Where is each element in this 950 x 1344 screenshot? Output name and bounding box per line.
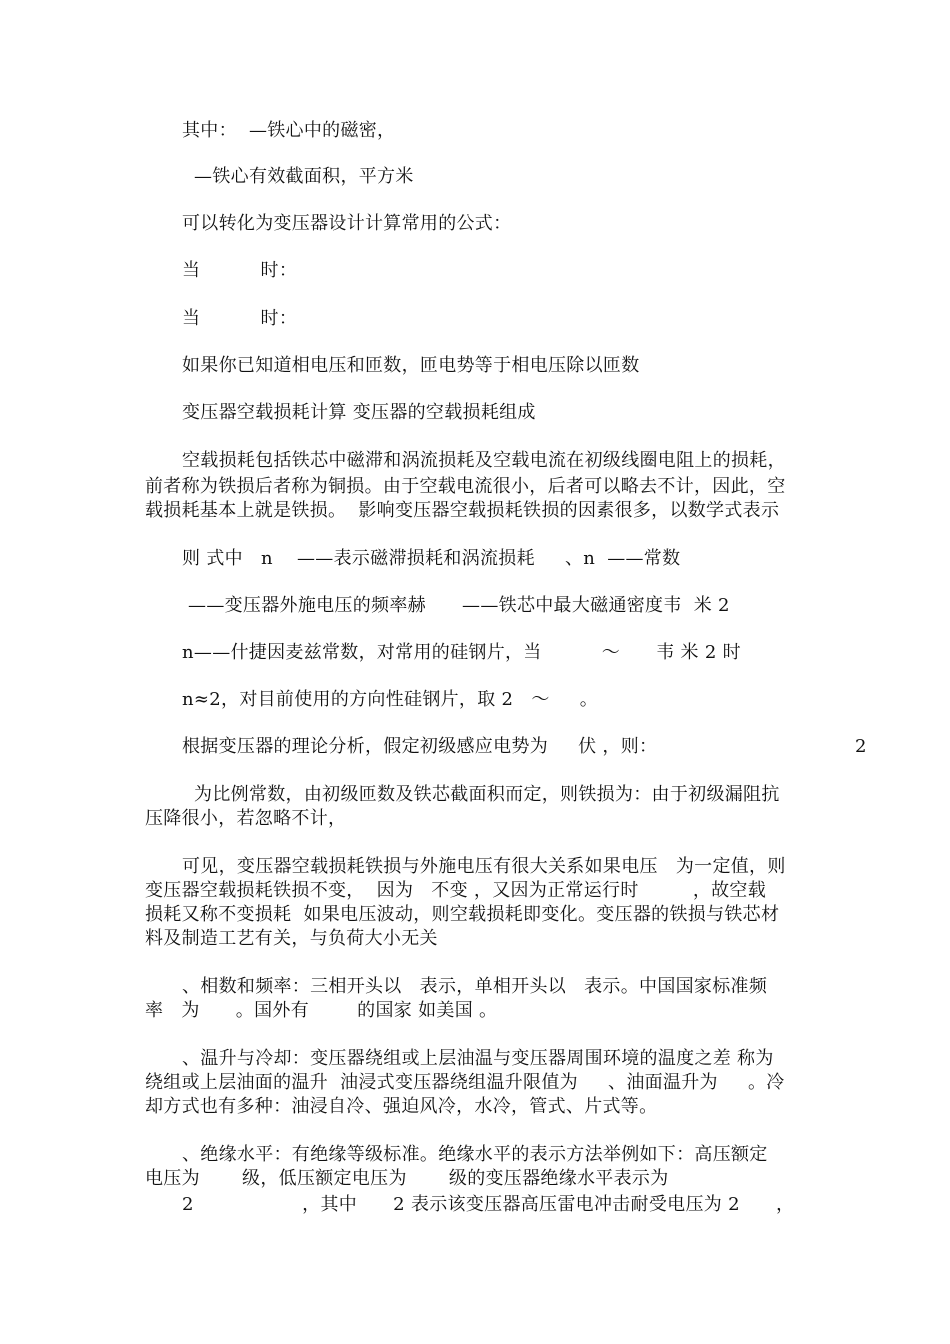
text-line: 2 [855, 736, 867, 757]
text-line: 电压为 级，低压额定电压为 级的变压器绝缘水平表示为 [145, 1168, 669, 1189]
text-line: n——什捷因麦兹常数，对常用的硅钢片，当 ～ 韦 米 2 时 [182, 642, 741, 663]
text-line: 率 为 。国外有 的国家 如美国 。 [145, 1000, 498, 1021]
text-line: 可见，变压器空载损耗铁损与外施电压有很大关系如果电压 为一定值，则 [182, 856, 786, 877]
text-line: 当 时： [182, 308, 298, 329]
text-line: 前者称为铁损后者称为铜损。由于空载电流很小，后者可以略去不计，因此，空 [145, 476, 786, 497]
text-line: 可以转化为变压器设计计算常用的公式： [182, 213, 512, 234]
text-line: 则 式中 n ——表示磁滞损耗和涡流损耗 、n ——常数 [182, 548, 681, 569]
text-line: 变压器空载损耗铁损不变， 因为 不变 ，又因为正常运行时 ，故空载 [145, 880, 767, 901]
text-line: 其中： —铁心中的磁密， [182, 120, 396, 141]
text-line: 料及制造工艺有关，与负荷大小无关 [145, 928, 438, 949]
text-line: 空载损耗包括铁芯中磁滞和涡流损耗及空载电流在初级线圈电阻上的损耗， [182, 450, 786, 471]
text-line: 损耗又称不变损耗 如果电压波动，则空载损耗即变化。变压器的铁损与铁芯材 [145, 904, 780, 925]
text-line: 载损耗基本上就是铁损。 影响变压器空载损耗铁损的因素很多，以数学式表示 [145, 500, 780, 521]
text-line: n≈2，对目前使用的方向性硅钢片，取 2 ～ 。 [182, 689, 599, 710]
text-line: 绕组或上层油面的温升 油浸式变压器绕组温升限值为 、油面温升为 。冷 [145, 1072, 785, 1093]
text-line: —铁心有效截面积，平方米 [182, 166, 414, 187]
text-line: 如果你已知道相电压和匝数，匝电势等于相电压除以匝数 [182, 355, 640, 376]
text-line: 变压器空载损耗计算 变压器的空载损耗组成 [182, 402, 536, 423]
text-line: 、相数和频率：三相开头以 表示，单相开头以 表示。中国国家标准频 [182, 976, 768, 997]
text-line: 却方式也有多种：油浸自冷、强迫风冷，水冷，管式、片式等。 [145, 1096, 658, 1117]
text-line: 当 时： [182, 260, 298, 281]
text-line: 、温升与冷却：变压器绕组或上层油温与变压器周围环境的温度之差 称为 [182, 1048, 774, 1069]
text-line: 根据变压器的理论分析，假定初级感应电势为 伏 ，则： [182, 736, 658, 757]
text-line: 、绝缘水平：有绝缘等级标准。绝缘水平的表示方法举例如下：高压额定 [182, 1144, 768, 1165]
text-line: ——变压器外施电压的频率赫 ——铁芯中最大磁通密度韦 米 2 [182, 595, 730, 616]
text-line: 压降很小，若忽略不计， [145, 808, 347, 829]
text-line: 为比例常数，由初级匝数及铁芯截面积而定，则铁损为：由于初级漏阻抗 [182, 784, 780, 805]
text-line: 2 ，其中 2 表示该变压器高压雷电冲击耐受电压为 2 ， [182, 1194, 795, 1215]
